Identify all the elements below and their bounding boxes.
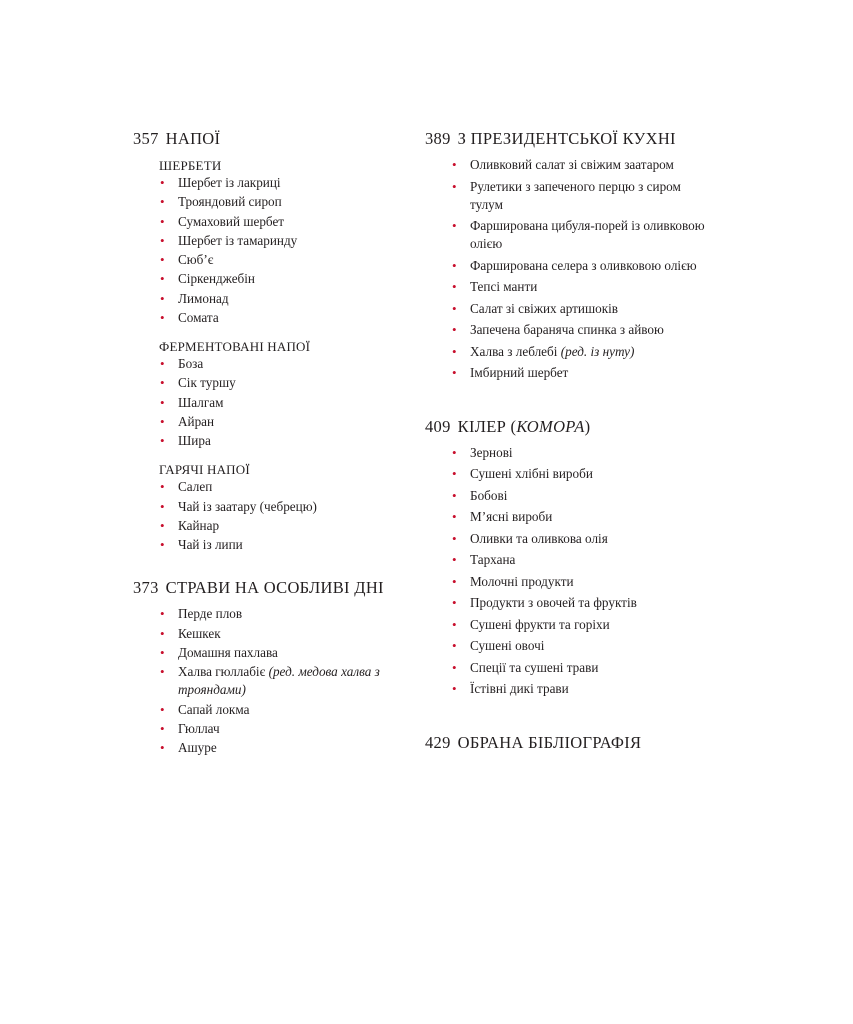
list-item: • Сік туршу [159, 374, 403, 392]
section-title: КІЛЕР ( [457, 416, 517, 436]
list-item: • М’ясні вироби [451, 508, 715, 526]
section-heading-special-days [133, 577, 403, 599]
list-item: • Їстівні дикі трави [451, 680, 715, 698]
list-item: • Салат зі свіжих артишоків [451, 300, 715, 318]
section-title: З ПРЕЗИДЕНТСЬКОЇ КУХНІ [457, 129, 676, 148]
list-item: • Сушені овочі [451, 637, 715, 655]
list-item: • Фарширована цибуля-порей із оливковою олією [451, 217, 715, 253]
list-item: • Імбирний шербет [451, 364, 715, 382]
page-number: 357 [133, 129, 159, 148]
list-item: • Шалгам [159, 394, 403, 412]
list-item: • Сумаховий шербет [159, 213, 403, 231]
section-heading-bibliography [425, 732, 715, 754]
section-heading-drinks [133, 128, 403, 150]
list-item: • Чай із заатару (чебрецю) [159, 498, 403, 516]
list-item: • Запечена бараняча спинка з айвою [451, 321, 715, 339]
pantry-list [425, 444, 715, 699]
list-item: • Ашуре [159, 739, 403, 757]
list-item: • Боза [159, 355, 403, 373]
list-item: • Кешкек [159, 625, 403, 643]
list-item: • Кайнар [159, 517, 403, 535]
page-number: 373 [133, 578, 159, 598]
section-title: ОБРАНА БІБЛІОГРАФІЯ [457, 732, 642, 752]
list-item: • Сомата [159, 309, 403, 327]
list-item: • Трояндовий сироп [159, 193, 403, 211]
list-item: • Чай із липи [159, 536, 403, 554]
hot-drinks-list [133, 478, 403, 554]
list-item: • Перде плов [159, 605, 403, 623]
left-column [133, 128, 403, 759]
list-item: • Фарширована селера з оливковою олією [451, 257, 715, 275]
editor-note: (ред. із нуту) [560, 343, 635, 359]
list-item: • Сушені фрукти та горіхи [451, 616, 715, 634]
list-item: • Спеції та сушені трави [451, 659, 715, 677]
sherbets-list [133, 174, 403, 327]
list-item: • Сушені хлібні вироби [451, 465, 715, 483]
right-column [425, 128, 715, 760]
list-item: • Бобові [451, 487, 715, 505]
list-item: • Шира [159, 432, 403, 450]
list-item: • Продукти з овочей та фруктів [451, 594, 715, 612]
section-title: СТРАВИ НА ОСОБЛИВІ ДНІ [165, 578, 384, 598]
list-item: • Зернові [451, 444, 715, 462]
section-heading-pantry [425, 416, 715, 438]
section-heading-presidential [425, 128, 715, 150]
section-title-end: ) [584, 416, 591, 436]
list-item: • Сапай локма [159, 701, 403, 719]
list-item: • Рулетики з запеченого перцю з сиром тулум [451, 178, 715, 214]
page-number: 389 [425, 129, 451, 148]
section-title-italic: КОМОРА [516, 416, 585, 436]
page-number: 409 [425, 416, 451, 436]
list-item [159, 663, 403, 699]
list-item: • Сюб’є [159, 251, 403, 269]
list-item: • Домашня пахлава [159, 644, 403, 662]
list-item: • Айран [159, 413, 403, 431]
list-item: • Лимонад [159, 290, 403, 308]
item-text: Халва з леблебі [470, 343, 561, 359]
subheading-fermented: ФЕРМЕНТОВАНІ НАПОЇ [159, 339, 311, 355]
list-item: • Тепсі манти [451, 278, 715, 296]
list-item: • Шербет із тамаринду [159, 232, 403, 250]
list-item: • Гюллач [159, 720, 403, 738]
list-item: • Сіркенджебін [159, 270, 403, 288]
page-number: 429 [425, 732, 451, 752]
section-title: НАПОЇ [165, 129, 221, 148]
subheading-sherbets: ШЕРБЕТИ [159, 158, 222, 173]
list-item: • Оливковий салат зі свіжим заатаром [451, 156, 715, 174]
list-item: • Молочні продукти [451, 573, 715, 591]
list-item: • Оливки та оливкова олія [451, 530, 715, 548]
list-item: • Тархана [451, 551, 715, 569]
list-item [451, 343, 715, 361]
item-text: Халва гюллабіє [178, 664, 269, 680]
subheading-hot-drinks: ГАРЯЧІ НАПОЇ [159, 462, 250, 478]
editor-note: (ред. медова халва з трояндами) [178, 664, 380, 698]
fermented-list [133, 355, 403, 450]
special-days-list [133, 605, 403, 757]
list-item: • Шербет із лакриці [159, 174, 403, 192]
presidential-list [425, 156, 715, 382]
list-item: • Салеп [159, 478, 403, 496]
